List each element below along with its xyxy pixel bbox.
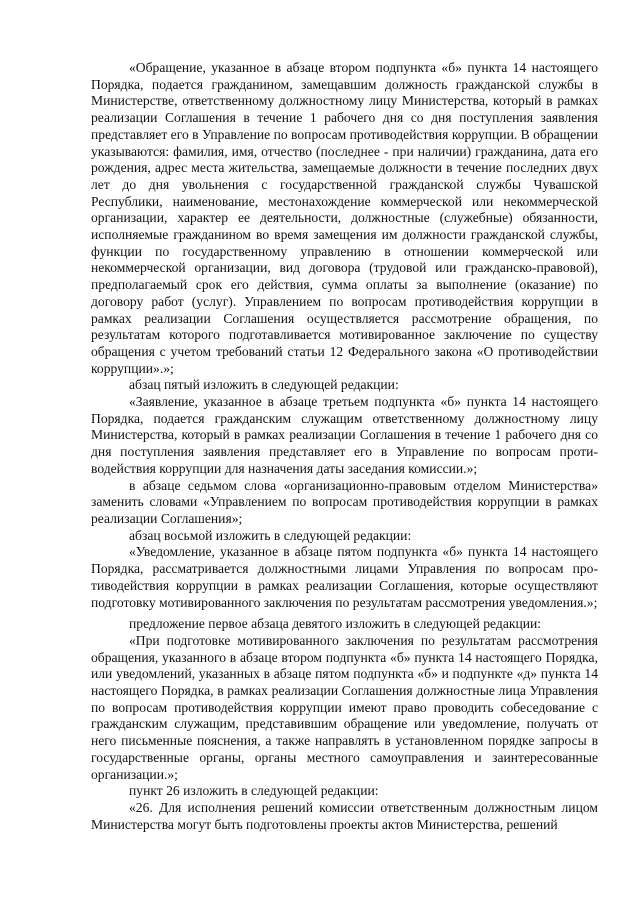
document-page [91,60,598,833]
paragraph-statement: «Заявление, указанное в абзаце третьем подпункта «б» пункта 14 настоящего Порядка, подается гражданским служащим ответственному должностному лицу Министерства, который в рамках реализации Соглашения в течение 1 рабочего дня со дня поступления заявления представляет его в Управление по вопросам противодействия коррупции для назначения даты заседания комиссии.»; [91,394,598,476]
paragraph-instruction-fifth: абзац пятый изложить в следующей редакции: [129,377,399,393]
paragraph-reasoned-conclusion: «При подготовке мотивированного заключения по результатам рассмотрения обращения, указанного в абзаце втором подпункта «б» пункта 14 настоящего Порядка, или уведомлений, указанных в абзаце пятом подпункта «б» и подпункте «д» пункта 14 настоящего Порядка, в рамках реализации Соглашения должностные лица Управления по вопросам противодействия коррупции имеют право проводить собеседование с гражданским служащим, представившим обращение или уведомление, получать от него письменные пояснения, а также направлять в установленном порядке запросы в государственные органы, органы местного самоуправления и заинтересованные организации.»; [91,632,598,782]
paragraph-appeal: «Обращение, указанное в абзаце втором подпункта «б» пункта 14 настоящего Порядка, подается гражданином, замещавшим должность гражданской службы в Министерстве, ответственному должностному лицу Министерства, который в рамках реализации Соглашения в течение 1 рабочего дня со дня поступления заявления представляет его в Управление по вопросам противодействия коррупции. В обращении указываются: фамилия, имя, отчество (последнее - при наличии) гражданина, дата его рождения, адрес места жительства, замещаемые должности в течение последних двух лет до дня увольнения с государственной гражданской службы Чувашской Республики, наименование, местонахождение коммерческой или некоммерческой организации, характер ее деятельности, должностные (служебные) обязанности, исполняемые гражданином во время замещения им должности гражданской службы, функции по государственному управлению в отношении коммерческой или некоммерческой организации, вид договора (трудовой или гражданско-правовой), предполагаемый срок его действия, сумма оплаты за выполнение (оказание) по договору работ (услуг). Управлением по вопросам противодействия коррупции в рамках реализации Соглашения осуществляется рассмотрение обращения, по результатам которого подготавливается мотивированное заключение по существу обращения с учетом требований статьи 12 Федерального закона «О противодействии коррупции».»; [91,60,598,376]
paragraph-instruction-item-26: пункт 26 изложить в следующей редакции: [129,783,379,799]
paragraph-instruction-eighth: абзац восьмой изложить в следующей редакции: [129,527,412,543]
paragraph-notification: «Уведомление, указанное в абзаце пятом подпункта «б» пункта 14 настоящего Порядка, рассматривается должностными лицами Управления по вопросам противодействия коррупции в рамках реализации Соглашения, которые осуществляют подготовку мотивированного заключения по результатам рассмотрения уведомления.»; [91,544,598,610]
paragraph-instruction-ninth: предложение первое абзаца девятого изложить в следующей редакции: [129,616,542,632]
paragraph-instruction-seventh: в абзаце седьмом слова «организационно-правовым отделом Министерства» заменить словами «Управлением по вопросам противодействия коррупции в рамках реализации Соглашения»; [91,477,598,526]
paragraph-item-26: «26. Для исполнения решений комиссии ответственным должностным лицом Министерства могут быть подготовлены проекты актов Министерства, решений [91,799,598,832]
